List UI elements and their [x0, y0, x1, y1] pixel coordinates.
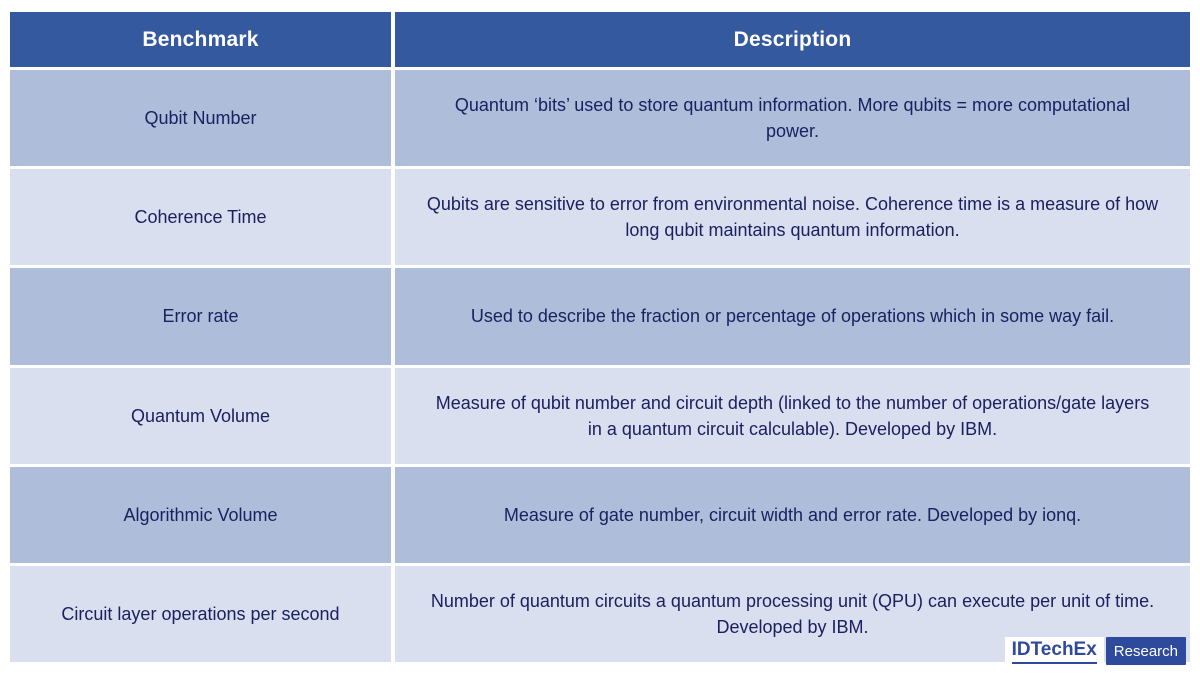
description-cell	[395, 169, 1190, 265]
description-cell	[395, 268, 1190, 364]
table-header-row	[10, 12, 1190, 67]
table-row	[10, 467, 1190, 563]
benchmark-cell	[10, 467, 391, 563]
benchmark-label: Circuit layer operations per second	[61, 603, 340, 624]
description-text: Measure of gate number, circuit width and error rate. Developed by ionq.	[503, 504, 1082, 525]
description-cell	[395, 70, 1190, 166]
benchmark-header-label: Benchmark	[142, 27, 259, 51]
benchmark-cell	[10, 368, 391, 464]
benchmark-cell	[10, 268, 391, 364]
benchmark-cell	[10, 169, 391, 265]
table-row	[10, 268, 1190, 364]
idtechex-logo-text: IDTechEx	[1012, 639, 1097, 664]
idtechex-logo-brand	[1005, 637, 1104, 665]
description-cell	[395, 368, 1190, 464]
benchmark-label: Qubit Number	[144, 108, 257, 129]
description-text: Measure of qubit number and circuit depth (linked to the number of operations/gate layers in a quantum circuit calculable). Developed by IBM.	[435, 392, 1150, 439]
idtechex-research-logo	[1005, 637, 1186, 665]
table-row	[10, 169, 1190, 265]
description-cell	[395, 467, 1190, 563]
description-text: Quantum ‘bits’ used to store quantum information. More qubits = more computational power.	[454, 94, 1131, 142]
idtechex-logo-research-text: Research	[1113, 642, 1178, 660]
benchmark-header	[10, 12, 391, 67]
benchmark-cell	[10, 566, 391, 662]
description-text: Number of quantum circuits a quantum processing unit (QPU) can execute per unit of time. Developed by IBM.	[430, 590, 1155, 637]
benchmark-label: Coherence Time	[134, 207, 267, 228]
table-row	[10, 70, 1190, 166]
benchmark-table	[10, 12, 1190, 662]
table-row	[10, 368, 1190, 464]
description-header-label: Description	[733, 27, 852, 51]
idtechex-logo-research-badge	[1106, 637, 1186, 665]
benchmark-cell	[10, 70, 391, 166]
benchmark-label: Quantum Volume	[130, 405, 271, 426]
description-text: Used to describe the fraction or percentage of operations which in some way fail.	[470, 306, 1115, 327]
description-text: Qubits are sensitive to error from environmental noise. Coherence time is a measure of how long qubit maintains quantum information.	[426, 194, 1159, 241]
benchmark-label: Algorithmic Volume	[123, 504, 278, 525]
description-header	[395, 12, 1190, 67]
benchmark-label: Error rate	[162, 306, 239, 327]
